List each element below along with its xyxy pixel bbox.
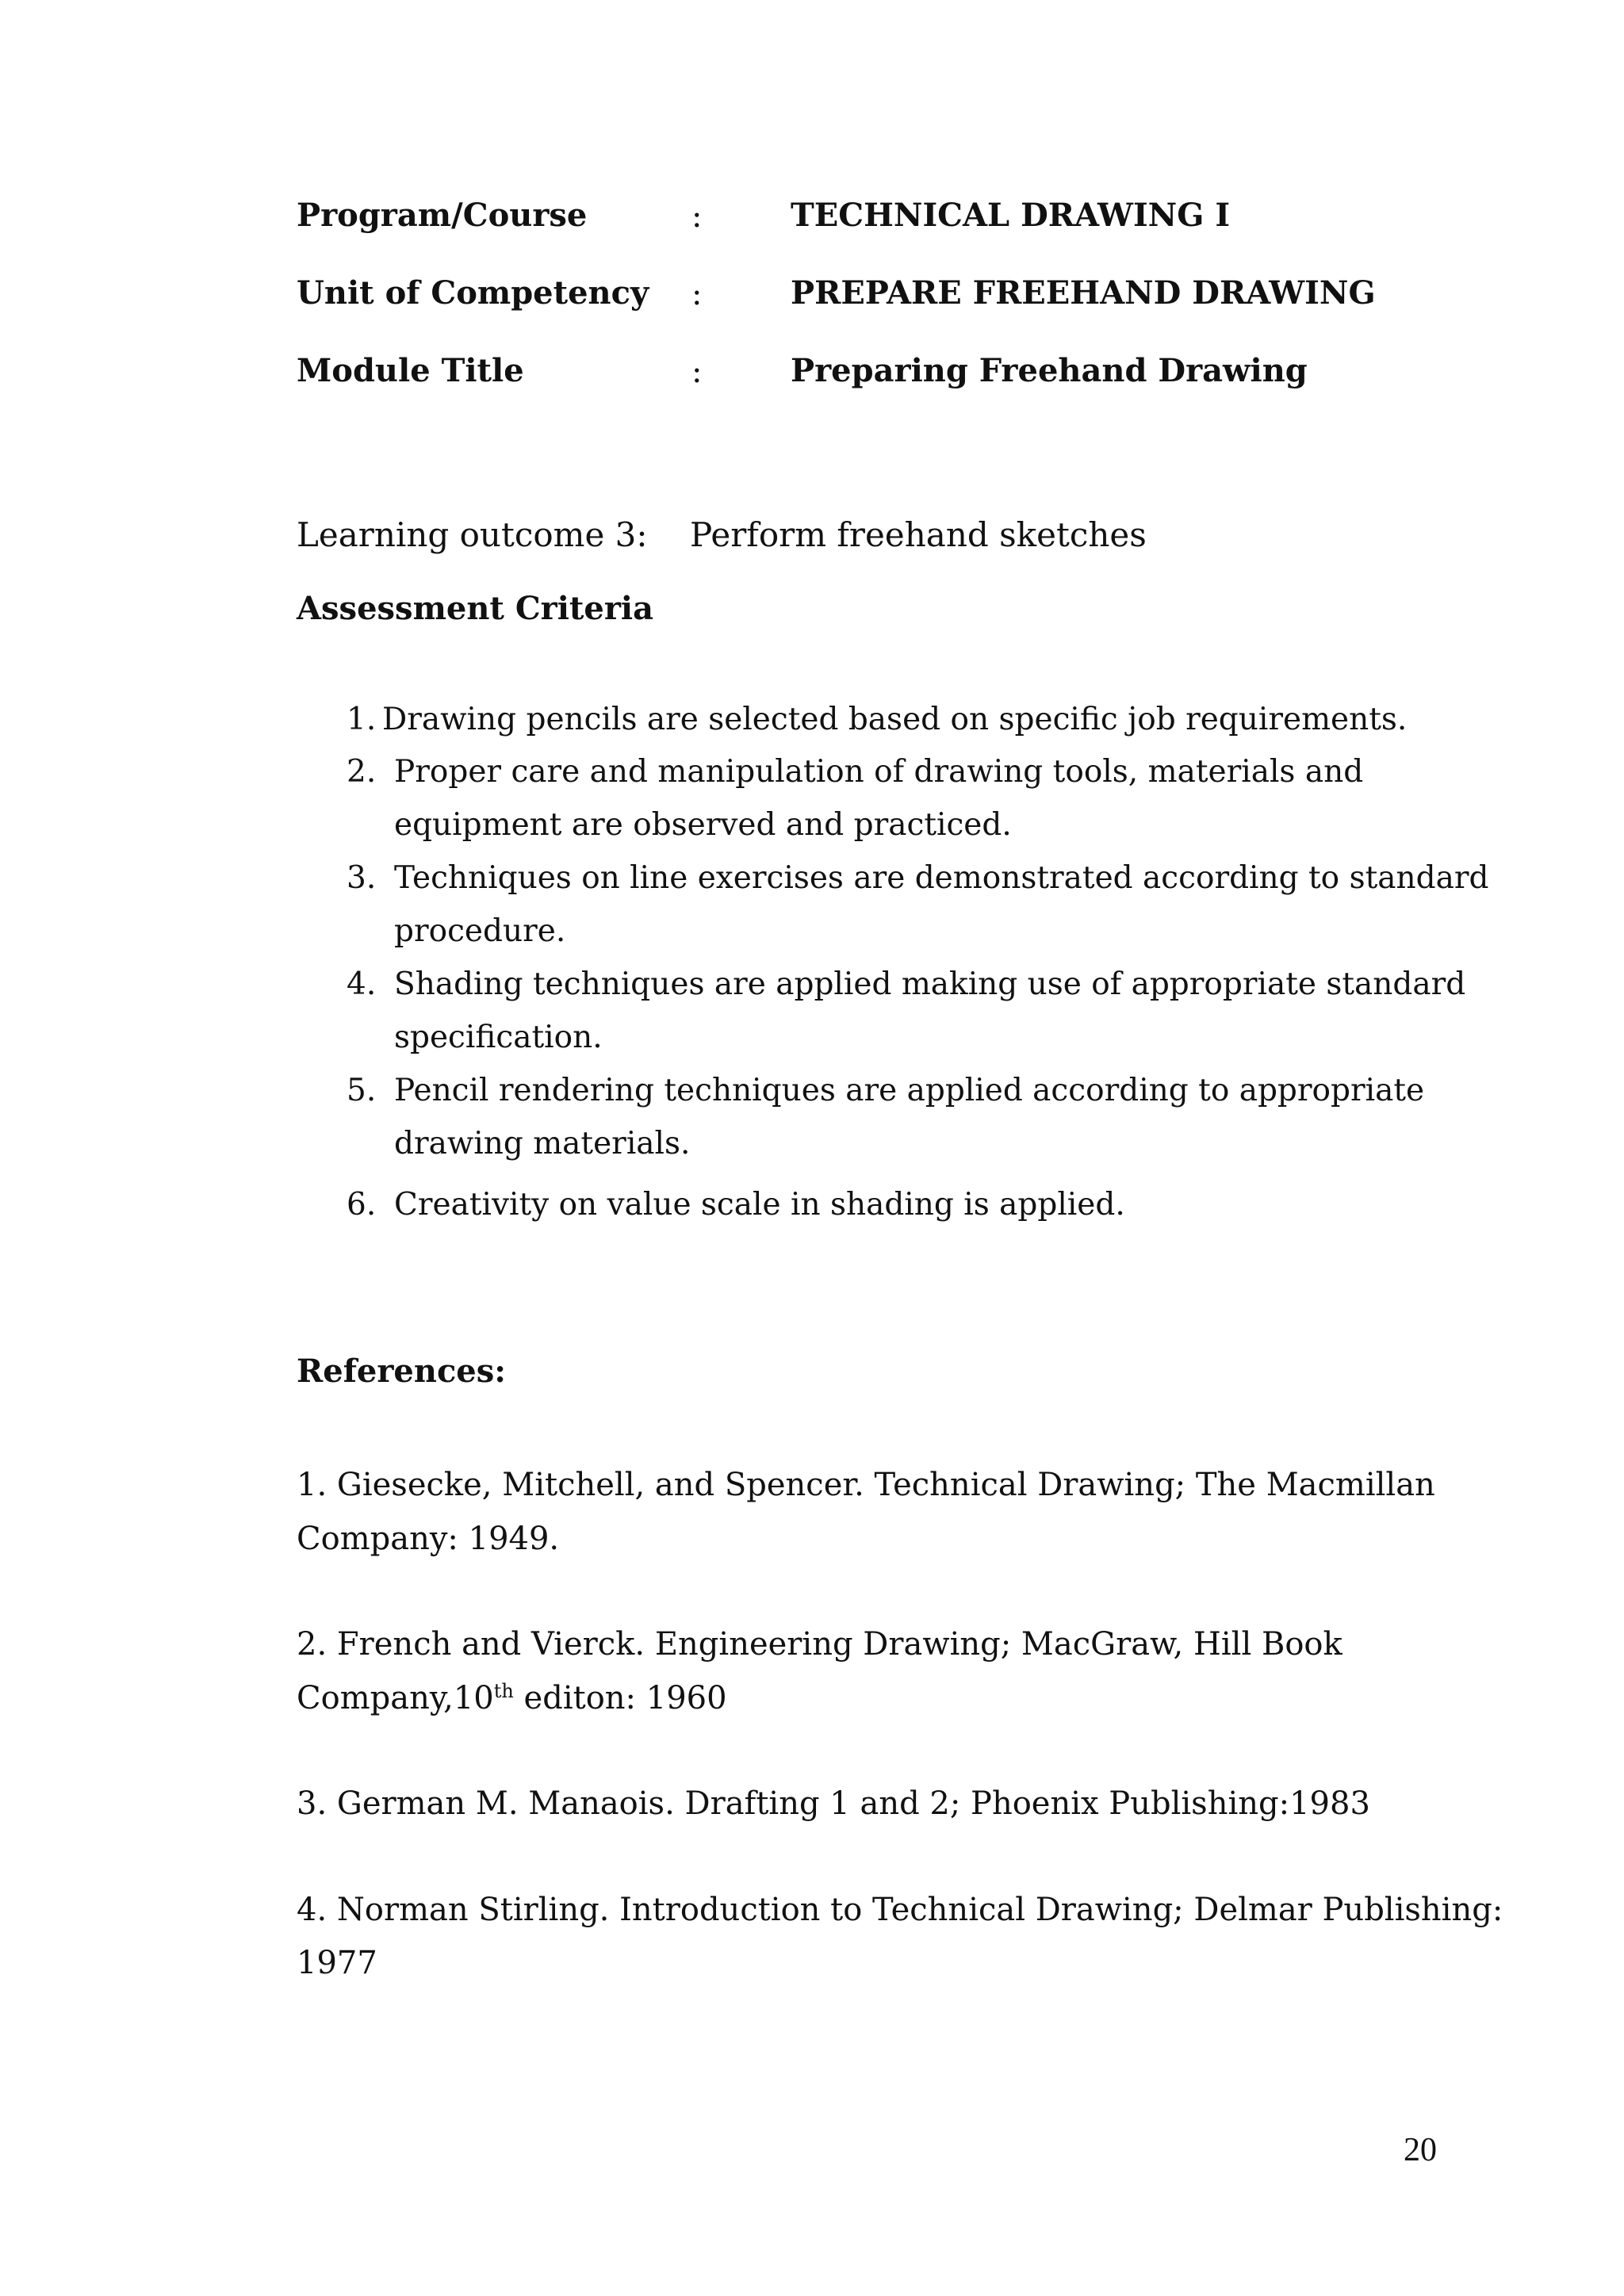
unit-of-competency-separator: : xyxy=(691,276,703,312)
module-title-separator: : xyxy=(691,354,703,390)
reference-text: Company: 1949. xyxy=(297,1521,560,1557)
reference-text: 1. Giesecke, Mitchell, and Spencer. Technical Drawing; The Macmillan xyxy=(297,1467,1435,1503)
program-course-value: TECHNICAL DRAWING I xyxy=(791,197,1231,234)
reference-text: 3. German M. Manaois. Drafting 1 and 2; Phoenix Publishing:1983 xyxy=(297,1785,1370,1822)
criteria-text: equipment are observed and practiced. xyxy=(394,807,1012,843)
criteria-number: 3. xyxy=(347,860,377,896)
reference-text: Company,10th editon: 1960 xyxy=(297,1680,727,1716)
reference-text: 2. French and Vierck. Engineering Drawing; MacGraw, Hill Book xyxy=(297,1626,1342,1663)
module-title-value: Preparing Freehand Drawing xyxy=(791,352,1308,389)
criteria-text: specification. xyxy=(394,1020,603,1055)
unit-of-competency-label: Unit of Competency xyxy=(297,274,649,312)
criteria-text: Proper care and manipulation of drawing tools, materials and xyxy=(394,754,1364,790)
program-course-label: Program/Course xyxy=(297,197,588,234)
criteria-text: Shading techniques are applied making use of appropriate standard xyxy=(394,966,1466,1002)
criteria-text: Drawing pencils are selected based on specific job requirements. xyxy=(382,702,1408,737)
program-course-separator: : xyxy=(691,198,703,235)
superscript: th xyxy=(493,1680,514,1702)
learning-outcome-label: Learning outcome 3: xyxy=(297,515,648,554)
assessment-criteria-heading: Assessment Criteria xyxy=(297,590,654,627)
criteria-number: 6. xyxy=(347,1187,377,1223)
reference-text: 1977 xyxy=(297,1945,377,1981)
criteria-text: drawing materials. xyxy=(394,1126,691,1161)
criteria-number: 4. xyxy=(347,966,377,1002)
learning-outcome-value: Perform freehand sketches xyxy=(690,515,1147,554)
criteria-number: 5. xyxy=(347,1073,377,1108)
reference-text: 4. Norman Stirling. Introduction to Technical Drawing; Delmar Publishing: xyxy=(297,1892,1503,1928)
page-number: 20 xyxy=(1404,2132,1437,2168)
criteria-text: Creativity on value scale in shading is applied. xyxy=(394,1187,1125,1223)
unit-of-competency-value: PREPARE FREEHAND DRAWING xyxy=(791,274,1376,312)
criteria-text: Techniques on line exercises are demonstrated according to standard xyxy=(394,860,1489,896)
criteria-number: 1. xyxy=(347,702,377,737)
criteria-text: procedure. xyxy=(394,913,566,949)
references-heading: References: xyxy=(297,1353,507,1390)
criteria-text: Pencil rendering techniques are applied according to appropriate xyxy=(394,1073,1425,1108)
module-title-label: Module Title xyxy=(297,352,524,389)
criteria-number: 2. xyxy=(347,754,377,790)
